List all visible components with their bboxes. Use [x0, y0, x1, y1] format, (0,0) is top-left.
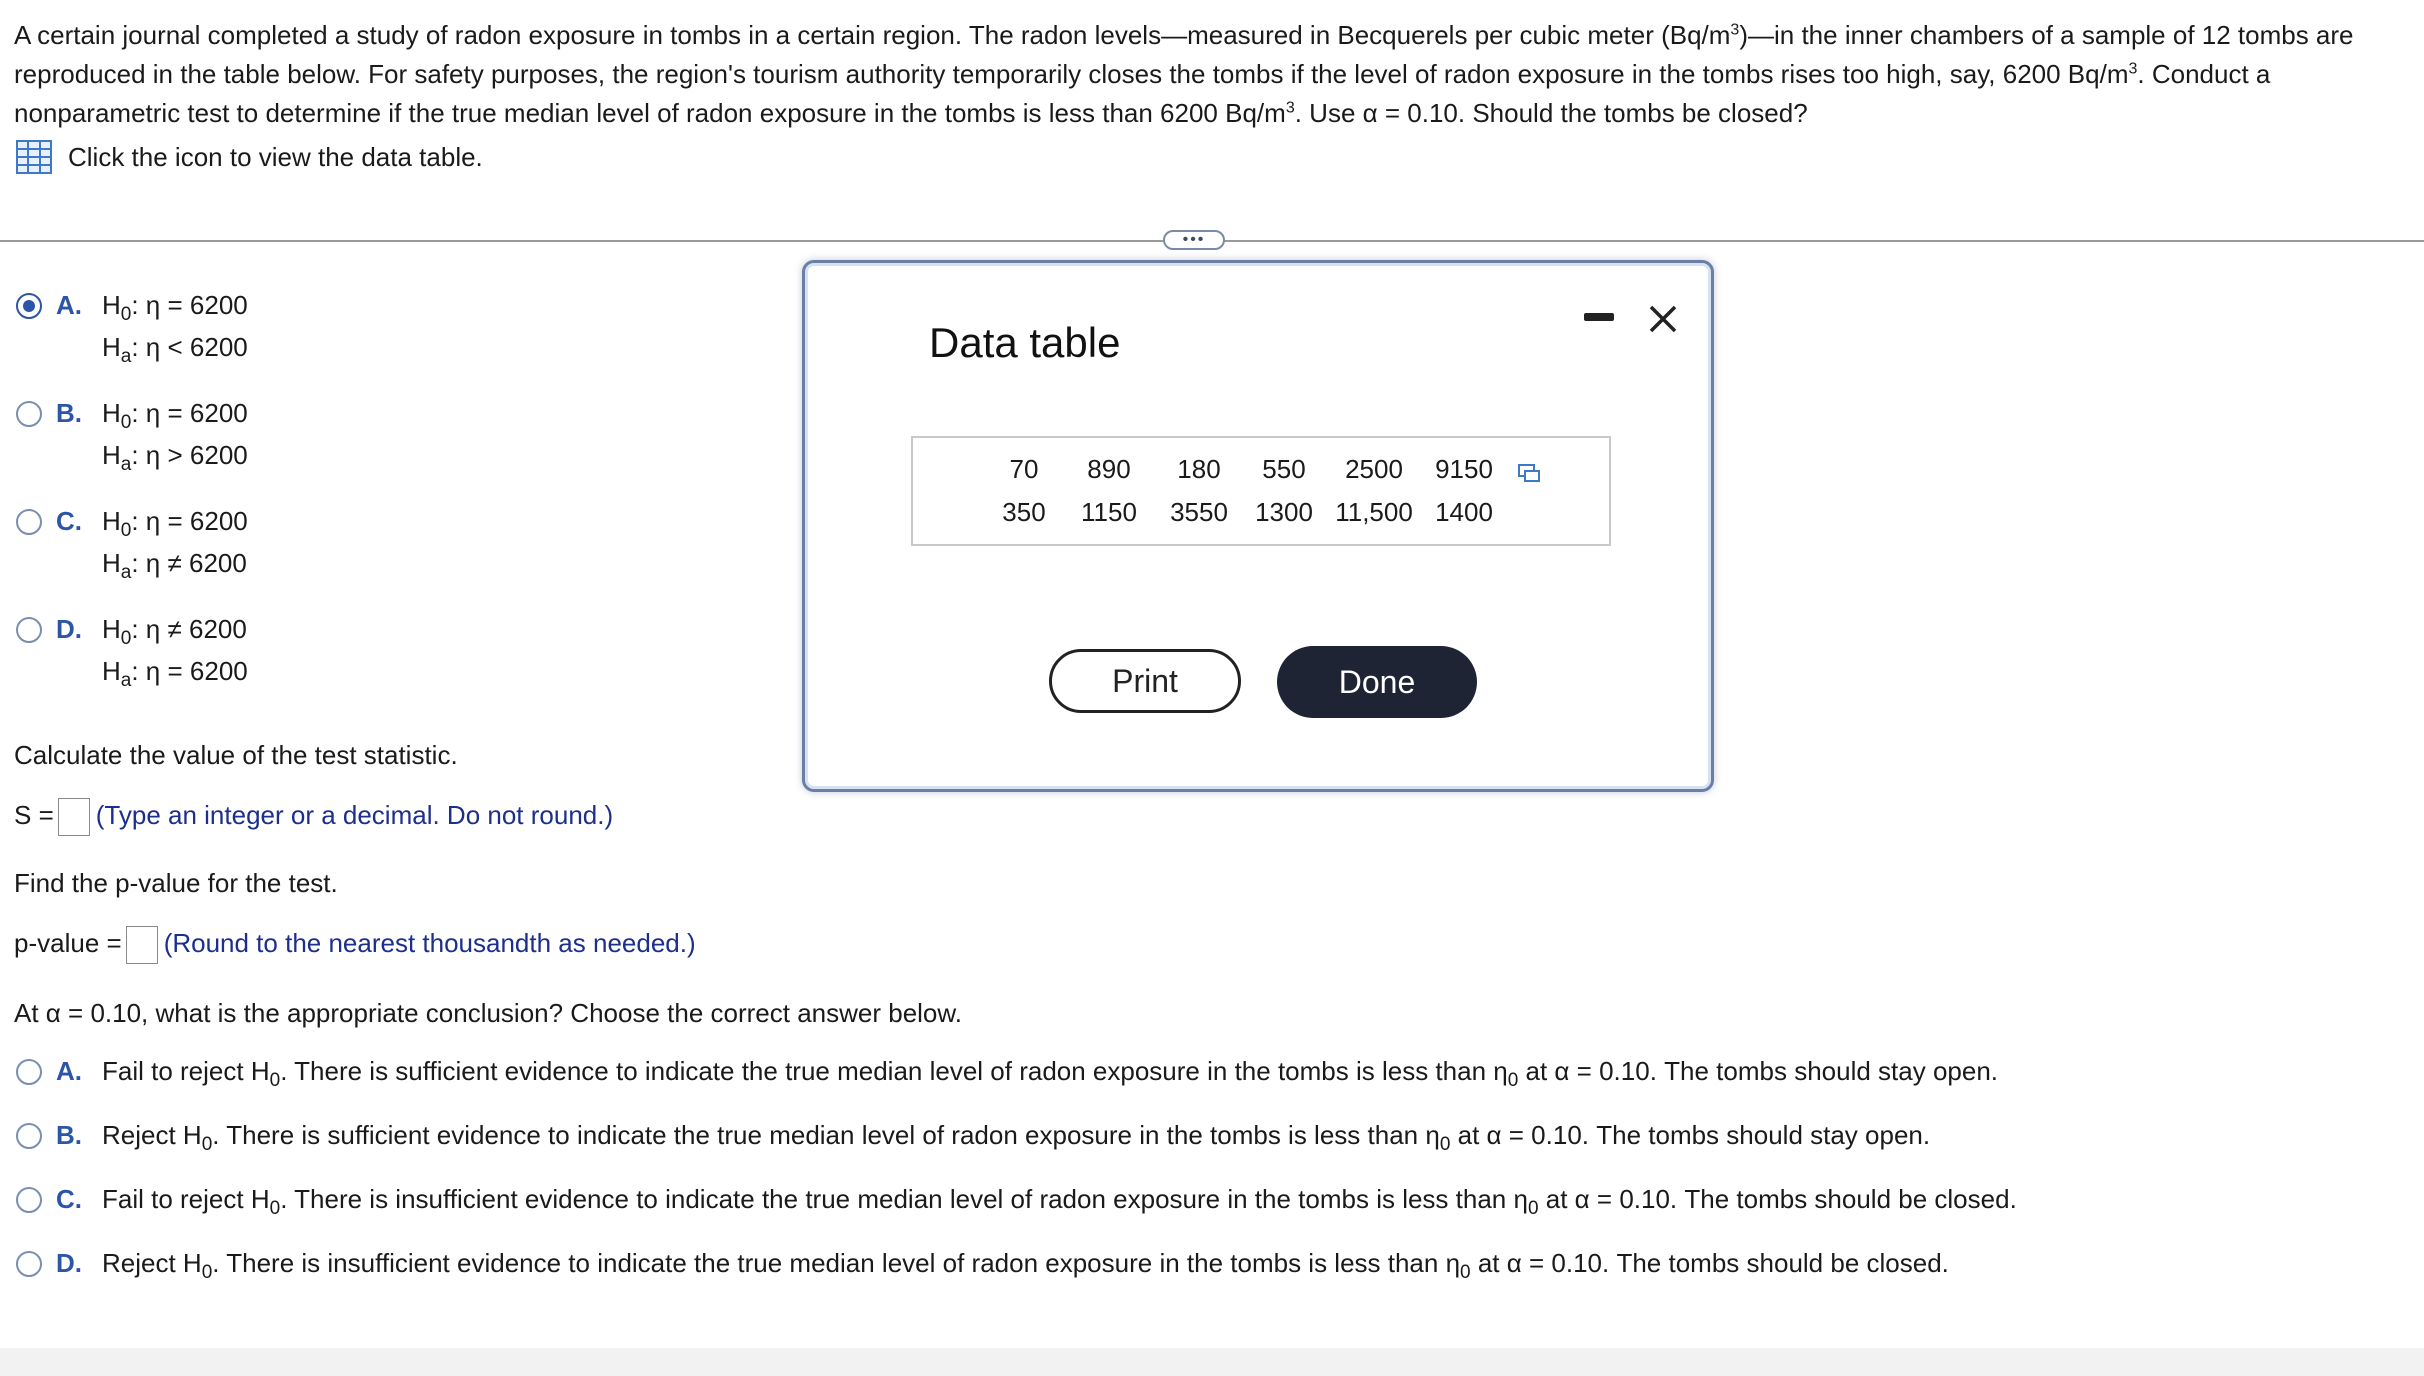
- alternative-hypothesis: $H_a$: η ≠ 6200: [102, 548, 247, 584]
- option-letter: B.: [56, 1120, 82, 1150]
- table-cell: 1400: [1435, 497, 1493, 527]
- table-cell: 1150: [1081, 497, 1137, 527]
- radio-button-selected[interactable]: [16, 293, 42, 319]
- p-hint: (Round to the nearest thousandth as needed.): [163, 927, 696, 958]
- p-prompt: Find the p-value for the test.: [14, 868, 338, 898]
- s-input[interactable]: [58, 798, 90, 836]
- p-label: p-value =: [14, 927, 122, 958]
- radio-button[interactable]: [16, 1187, 42, 1213]
- table-cell: 890: [1087, 454, 1131, 484]
- s-row: [14, 798, 613, 836]
- conclusion-text: Reject $H_0$. There is insufficient evidence to indicate the true median level of radon exposure in the tombs is less than $\eta_0$ at α = 0.10. The tombs should be closed.: [102, 1248, 1949, 1284]
- data-link-label[interactable]: Click the icon to view the data table.: [68, 141, 483, 172]
- data-table-modal: [802, 260, 1714, 792]
- table-cell: 350: [1002, 497, 1046, 527]
- conclusion-prompt: At α = 0.10, what is the appropriate conclusion? Choose the correct answer below.: [14, 998, 962, 1028]
- option-letter: C.: [56, 506, 82, 536]
- table-cell: 550: [1262, 454, 1306, 484]
- print-button[interactable]: Print: [1049, 649, 1241, 713]
- alternative-hypothesis: $H_a$: η > 6200: [102, 440, 248, 476]
- conclusion-text: Fail to reject $H_0$. There is insufficient evidence to indicate the true median level of radon exposure in the tombs is less than $\eta_0$ at α = 0.10. The tombs should be closed.: [102, 1184, 2017, 1220]
- null-hypothesis: $H_0$: η = 6200: [102, 506, 248, 542]
- null-hypothesis: $H_0$: η ≠ 6200: [102, 614, 247, 650]
- s-hint: (Type an integer or a decimal. Do not round.): [95, 799, 614, 830]
- data-table-icon[interactable]: [16, 140, 52, 174]
- option-letter: A.: [56, 1056, 82, 1086]
- table-cell: 9150: [1435, 454, 1493, 484]
- option-letter: C.: [56, 1184, 82, 1214]
- radio-button[interactable]: [16, 1123, 42, 1149]
- radio-button[interactable]: [16, 1251, 42, 1277]
- table-cell: 11,500: [1335, 497, 1413, 527]
- table-cell: 3550: [1170, 497, 1228, 527]
- bottom-strip: [0, 1348, 2424, 1376]
- radio-button[interactable]: [16, 509, 42, 535]
- conclusion-text: Reject $H_0$. There is sufficient evidence to indicate the true median level of radon exposure in the tombs is less than $\eta_0$ at α = 0.10. The tombs should stay open.: [102, 1120, 1931, 1156]
- radio-button[interactable]: [16, 401, 42, 427]
- option-letter: A.: [56, 290, 82, 320]
- minimize-icon[interactable]: [1584, 313, 1614, 321]
- p-row: [14, 926, 696, 964]
- table-cell: 180: [1177, 454, 1221, 484]
- radio-button[interactable]: [16, 1059, 42, 1085]
- option-letter: B.: [56, 398, 82, 428]
- table-cell: 2500: [1345, 454, 1403, 484]
- option-letter: D.: [56, 1248, 82, 1278]
- calc-prompt: Calculate the value of the test statistic.: [14, 740, 458, 770]
- option-letter: D.: [56, 614, 82, 644]
- conclusion-text: Fail to reject $H_0$. There is sufficient evidence to indicate the true median level of radon exposure in the tombs is less than $\eta_0$ at α = 0.10. The tombs should stay open.: [102, 1056, 1999, 1092]
- done-button[interactable]: Done: [1277, 646, 1477, 718]
- table-cell: 1300: [1255, 497, 1313, 527]
- data-table: [911, 436, 1611, 546]
- close-icon[interactable]: [1643, 299, 1683, 339]
- view-data-table-link[interactable]: [16, 140, 483, 174]
- radio-button[interactable]: [16, 617, 42, 643]
- p-value-input[interactable]: [126, 926, 158, 964]
- table-cell: 70: [1009, 454, 1039, 484]
- s-label: S =: [14, 799, 54, 830]
- alternative-hypothesis: $H_a$: η = 6200: [102, 656, 248, 692]
- null-hypothesis: $H_0$: η = 6200: [102, 290, 248, 326]
- null-hypothesis: $H_0$: η = 6200: [102, 398, 248, 434]
- expand-handle[interactable]: •••: [1163, 230, 1225, 250]
- copy-icon[interactable]: [1517, 462, 1541, 484]
- alternative-hypothesis: $H_a$: η < 6200: [102, 332, 248, 368]
- modal-title: Data table: [929, 319, 1121, 366]
- question-text: A certain journal completed a study of radon exposure in tombs in a certain region. The radon levels—measured in Becquerels per cubic meter $(Bq/m^3)—in$ the inner chambers of a sample of 12 tombs are reproduced in the table below. For safety purposes, the region's tourism authority temporarily closes the tombs if the level of radon exposure in the tombs rises too high, say, 6200 $Bq/m^3$. Conduct a nonparametric test to determine if the true median level of radon exposure in the tombs is less than 6200 $Bq/m^3$. Use α = 0.10. Should the tombs be closed?: [14, 20, 2354, 128]
